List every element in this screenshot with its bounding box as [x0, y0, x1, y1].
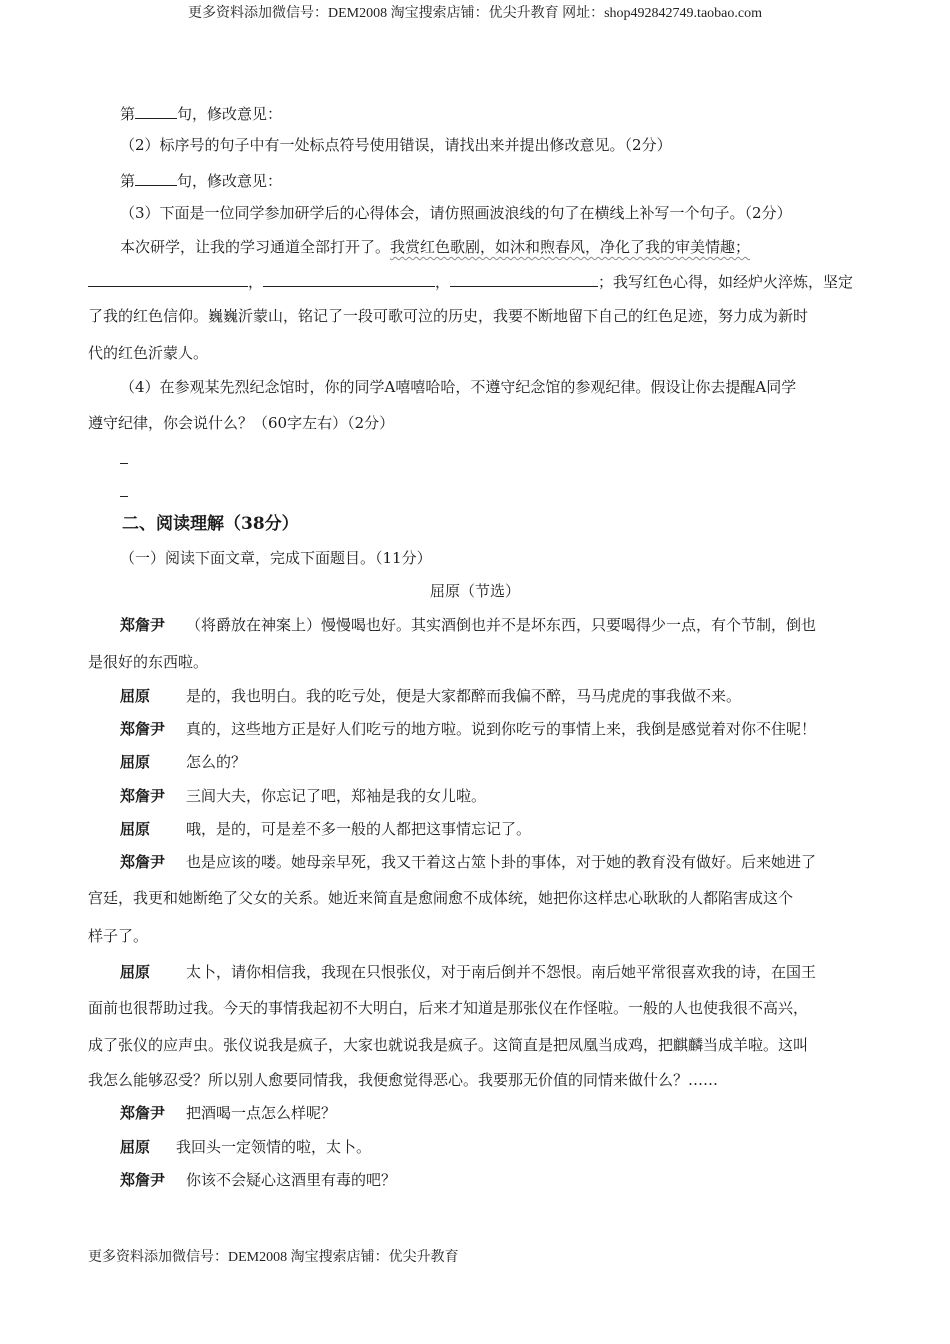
dialogue-turn: [120, 786, 486, 806]
q1-blank[interactable]: [135, 102, 177, 119]
answer-dash-2[interactable]: [120, 496, 128, 497]
dialogue-turn: [120, 819, 531, 839]
part-1-instruction: （一）阅读下面文章，完成下面题目。（11分）: [120, 549, 432, 567]
section-2-title: 二、阅读理解（38分）: [122, 514, 299, 534]
dialogue-text: 也是应该的喽。她母亲早死，我又干着这占筮卜卦的事体，对于她的教育没有做好。后来她进了: [186, 853, 817, 871]
dialogue-text: 你该不会疑心这酒里有毒的吧？: [186, 1171, 397, 1189]
q3-comma-1: ，: [248, 273, 264, 291]
q2-suffix: 句，修改意见：: [177, 172, 283, 190]
dialogue-text: 把酒喝一点怎么样呢？: [186, 1104, 337, 1122]
q1-prefix: 第: [120, 105, 136, 123]
question-3: （3）下面是一位同学参加研学后的心得体会，请仿照画波浪线的句了在横线上补写一个句子。（2分）: [120, 204, 792, 222]
q3-wavy-sentence: 我赏红色歌剧，如沐和煦春风，净化了我的审美情趣；: [390, 238, 751, 256]
speaker-name: 郑詹尹: [120, 1171, 166, 1189]
dialogue-turn: [120, 719, 816, 739]
q4-line2: 遵守纪律，你会说什么？（60字左右）（2分）: [88, 414, 395, 432]
q3-text-line3: 了我的红色信仰。巍巍沂蒙山，铭记了一段可歌可泣的历史，我要不断地留下自己的红色足迹，努力成为新时: [88, 307, 809, 325]
q3-blank-2[interactable]: [263, 270, 435, 287]
q2-answer-line: [120, 169, 282, 191]
dialogue-text: 是的，我也明白。我的吃亏处，便是大家都醉而我偏不醉，马马虎虎的事我做不来。: [186, 687, 742, 705]
q3-text-line4: 代的红色沂蒙人。: [88, 344, 209, 362]
q1-suffix: 句，修改意见：: [177, 105, 283, 123]
q3-plain-text: 本次研学，让我的学习通道全部打开了。: [120, 238, 391, 256]
q4-line1: （4）在参观某先烈纪念馆时，你的同学A嘻嘻哈哈，不遵守纪念馆的参观纪律。假设让你去提醒A同学: [120, 378, 797, 396]
page-header: 更多资料添加微信号：DEM2008 淘宝搜索店铺：优尖升教育 网址：shop492842749.taobao.com: [188, 6, 762, 21]
speaker-name: 屈原: [120, 1138, 151, 1156]
speaker-name: 屈原: [120, 820, 151, 838]
q3-blank-line: [88, 270, 853, 292]
dialogue-turn: [120, 962, 816, 982]
dialogue-turn: [120, 686, 741, 706]
dialogue-text: 太卜，请你相信我，我现在只恨张仪，对于南后倒并不怨恨。南后她平常很喜欢我的诗，在国王: [186, 963, 817, 981]
speaker-name: 郑詹尹: [120, 616, 166, 634]
speaker-name: 郑詹尹: [120, 787, 166, 805]
q3-text-line1: [120, 237, 750, 257]
speaker-name: 屈原: [120, 687, 151, 705]
speaker-name: 屈原: [120, 963, 151, 981]
dialogue-continuation: 面前也很帮助过我。今天的事情我起初不大明白，后来才知道是那张仪在作怪啦。一般的人也使我很不高兴，: [88, 999, 809, 1017]
q1-answer-line: [120, 102, 282, 124]
dialogue-turn: [120, 615, 816, 635]
question-2: （2）标序号的句子中有一处标点符号使用错误，请找出来并提出修改意见。（2分）: [120, 136, 672, 154]
dialogue-continuation: 成了张仪的应声虫。张仪说我是疯子，大家也就说我是疯子。这简直是把凤凰当成鸡，把麒麟当成羊啦。这叫: [88, 1036, 809, 1054]
answer-dash-1[interactable]: [120, 463, 128, 464]
dialogue-turn: [120, 1170, 396, 1190]
speaker-name: 郑詹尹: [120, 1104, 166, 1122]
dialogue-turn: [120, 852, 816, 872]
dialogue-text: 三闾大夫，你忘记了吧，郑袖是我的女儿啦。: [186, 787, 487, 805]
article-title: 屈原（节选）: [429, 582, 520, 600]
dialogue-turn: [120, 752, 246, 772]
q2-blank[interactable]: [135, 169, 177, 186]
dialogue-text: 我回头一定领情的啦，太卜。: [176, 1138, 372, 1156]
dialogue-continuation: 宫廷，我更和她断绝了父女的关系。她近来简直是愈闹愈不成体统，她把你这样忠心耿耿的人都陷害成这个: [88, 889, 794, 907]
dialogue-text: 怎么的？: [186, 753, 247, 771]
dialogue-text: 哦，是的，可是差不多一般的人都把这事情忘记了。: [186, 820, 532, 838]
dialogue-text: 真的，这些地方正是好人们吃亏的地方啦。说到你吃亏的事情上来，我倒是感觉着对你不住呢！: [186, 720, 817, 738]
q3-blank-3[interactable]: [450, 270, 598, 287]
q3-comma-2: ，: [435, 273, 451, 291]
dialogue-turn: [120, 1137, 371, 1157]
dialogue-continuation: 是很好的东西啦。: [88, 653, 209, 671]
dialogue-text: （将爵放在神案上）慢慢喝也好。其实酒倒也并不是坏东西，只要喝得少一点，有个节制，倒也: [186, 616, 817, 634]
page-footer: 更多资料添加微信号：DEM2008 淘宝搜索店铺：优尖升教育: [88, 1250, 459, 1265]
q3-blank-1[interactable]: [88, 270, 248, 287]
dialogue-turn: [120, 1103, 336, 1123]
dialogue-continuation: 样子了。: [88, 927, 149, 945]
q2-prefix: 第: [120, 172, 136, 190]
speaker-name: 屈原: [120, 753, 151, 771]
speaker-name: 郑詹尹: [120, 720, 166, 738]
speaker-name: 郑詹尹: [120, 853, 166, 871]
q3-after-blanks: ；我写红色心得，如经炉火淬炼，坚定: [598, 273, 854, 291]
dialogue-continuation: 我怎么能够忍受？所以别人愈要同情我，我便愈觉得恶心。我要那无价值的同情来做什么？……: [88, 1071, 719, 1089]
